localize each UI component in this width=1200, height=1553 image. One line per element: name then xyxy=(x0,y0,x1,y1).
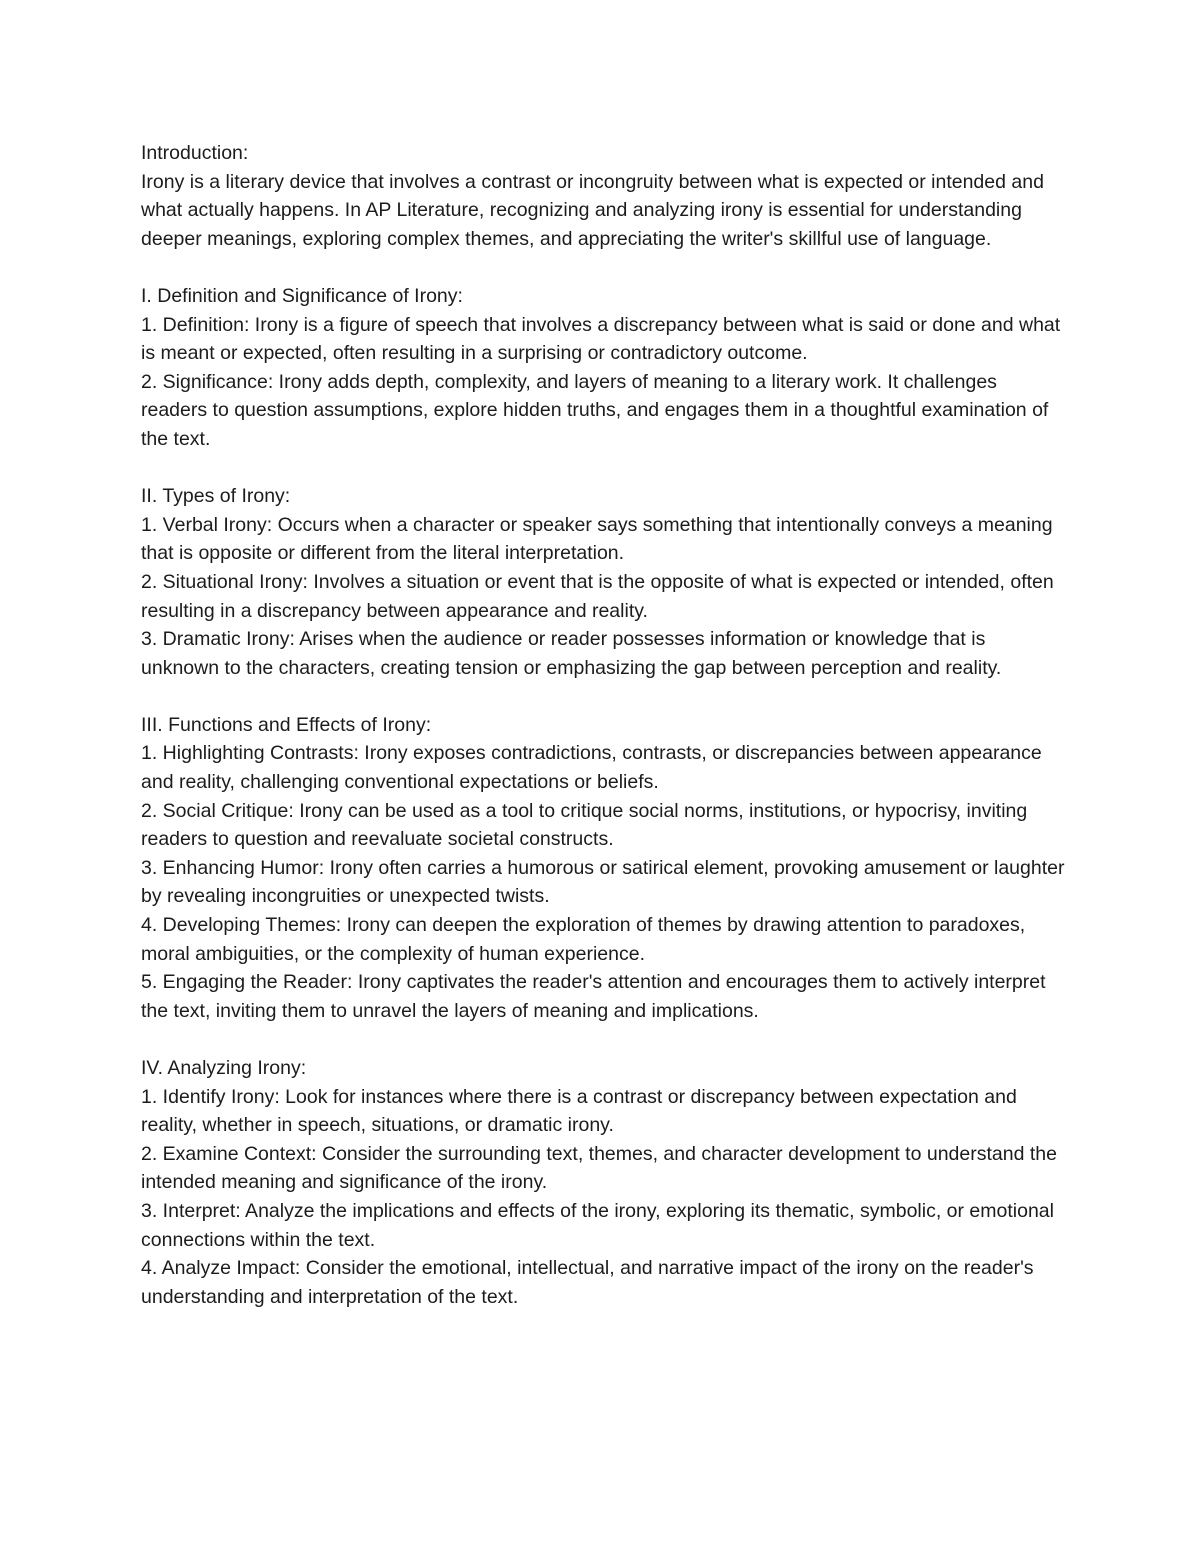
list-item: 5. Engaging the Reader: Irony captivates the reader's attention and encourages them to actively interpret the text, inviting them to unravel the layers of meaning and implications. xyxy=(141,971,1046,1022)
list-item: 3. Enhancing Humor: Irony often carries a humorous or satirical element, provoking amusement or laughter by revealing incongruities or unexpected twists. xyxy=(141,856,1065,908)
analyzing-section xyxy=(141,1054,1066,1311)
list-item: 2. Significance: Irony adds depth, complexity, and layers of meaning to a literary work. It challenges readers to question assumptions, explore hidden truths, and engages them in a thoughtful examination of the text. xyxy=(141,370,1049,450)
list-item: 1. Identify Irony: Look for instances where there is a contrast or discrepancy between expectation and reality, whether in speech, situations, or dramatic irony. xyxy=(141,1085,1017,1137)
list-item: 4. Analyze Impact: Consider the emotional, intellectual, and narrative impact of the irony on the reader's understanding and interpretation of the text. xyxy=(141,1257,1034,1308)
list-item: 3. Dramatic Irony: Arises when the audience or reader possesses information or knowledge that is unknown to the characters, creating tension or emphasizing the gap between perception and reality. xyxy=(141,628,1002,679)
introduction-section xyxy=(141,139,1066,253)
document-page xyxy=(141,139,1066,1311)
list-item: 3. Interpret: Analyze the implications and effects of the irony, exploring its thematic, symbolic, or emotional connections within the text. xyxy=(141,1199,1054,1251)
list-item: 2. Examine Context: Consider the surrounding text, themes, and character development to understand the intended meaning and significance of the irony. xyxy=(141,1142,1057,1194)
intro-paragraph: Irony is a literary device that involves a contrast or incongruity between what is expected or intended and what actually happens. In AP Literature, recognizing and analyzing irony is essential for understanding deeper meanings, exploring complex themes, and appreciating the writer's skillful use of language. xyxy=(141,170,1044,250)
section-heading: I. Definition and Significance of Irony: xyxy=(141,284,463,307)
section-heading: Introduction: xyxy=(141,142,249,164)
list-item: 2. Situational Irony: Involves a situation or event that is the opposite of what is expected or intended, often resulting in a discrepancy between appearance and reality. xyxy=(141,570,1054,622)
types-section xyxy=(141,482,1066,682)
definition-section xyxy=(141,282,1066,454)
section-heading: IV. Analyzing Irony: xyxy=(141,1057,307,1079)
list-item: 2. Social Critique: Irony can be used as a tool to critique social norms, institutions, or hypocrisy, inviting readers to question and reevaluate societal constructs. xyxy=(141,799,1028,851)
section-heading: III. Functions and Effects of Irony: xyxy=(141,713,432,736)
list-item: 1. Verbal Irony: Occurs when a character or speaker says something that intentionally conveys a meaning that is opposite or different from the literal interpretation. xyxy=(141,513,1053,565)
list-item: 1. Definition: Irony is a figure of speech that involves a discrepancy between what is said or done and what is meant or expected, often resulting in a surprising or contradictory outcome. xyxy=(141,313,1061,365)
list-item: 1. Highlighting Contrasts: Irony exposes contradictions, contrasts, or discrepancies between appearance and reality, challenging conventional expectations or beliefs. xyxy=(141,742,1042,794)
list-item: 4. Developing Themes: Irony can deepen the exploration of themes by drawing attention to paradoxes, moral ambiguities, or the complexity of human experience. xyxy=(141,914,1026,965)
section-heading: II. Types of Irony: xyxy=(141,485,291,508)
functions-section xyxy=(141,711,1066,1026)
